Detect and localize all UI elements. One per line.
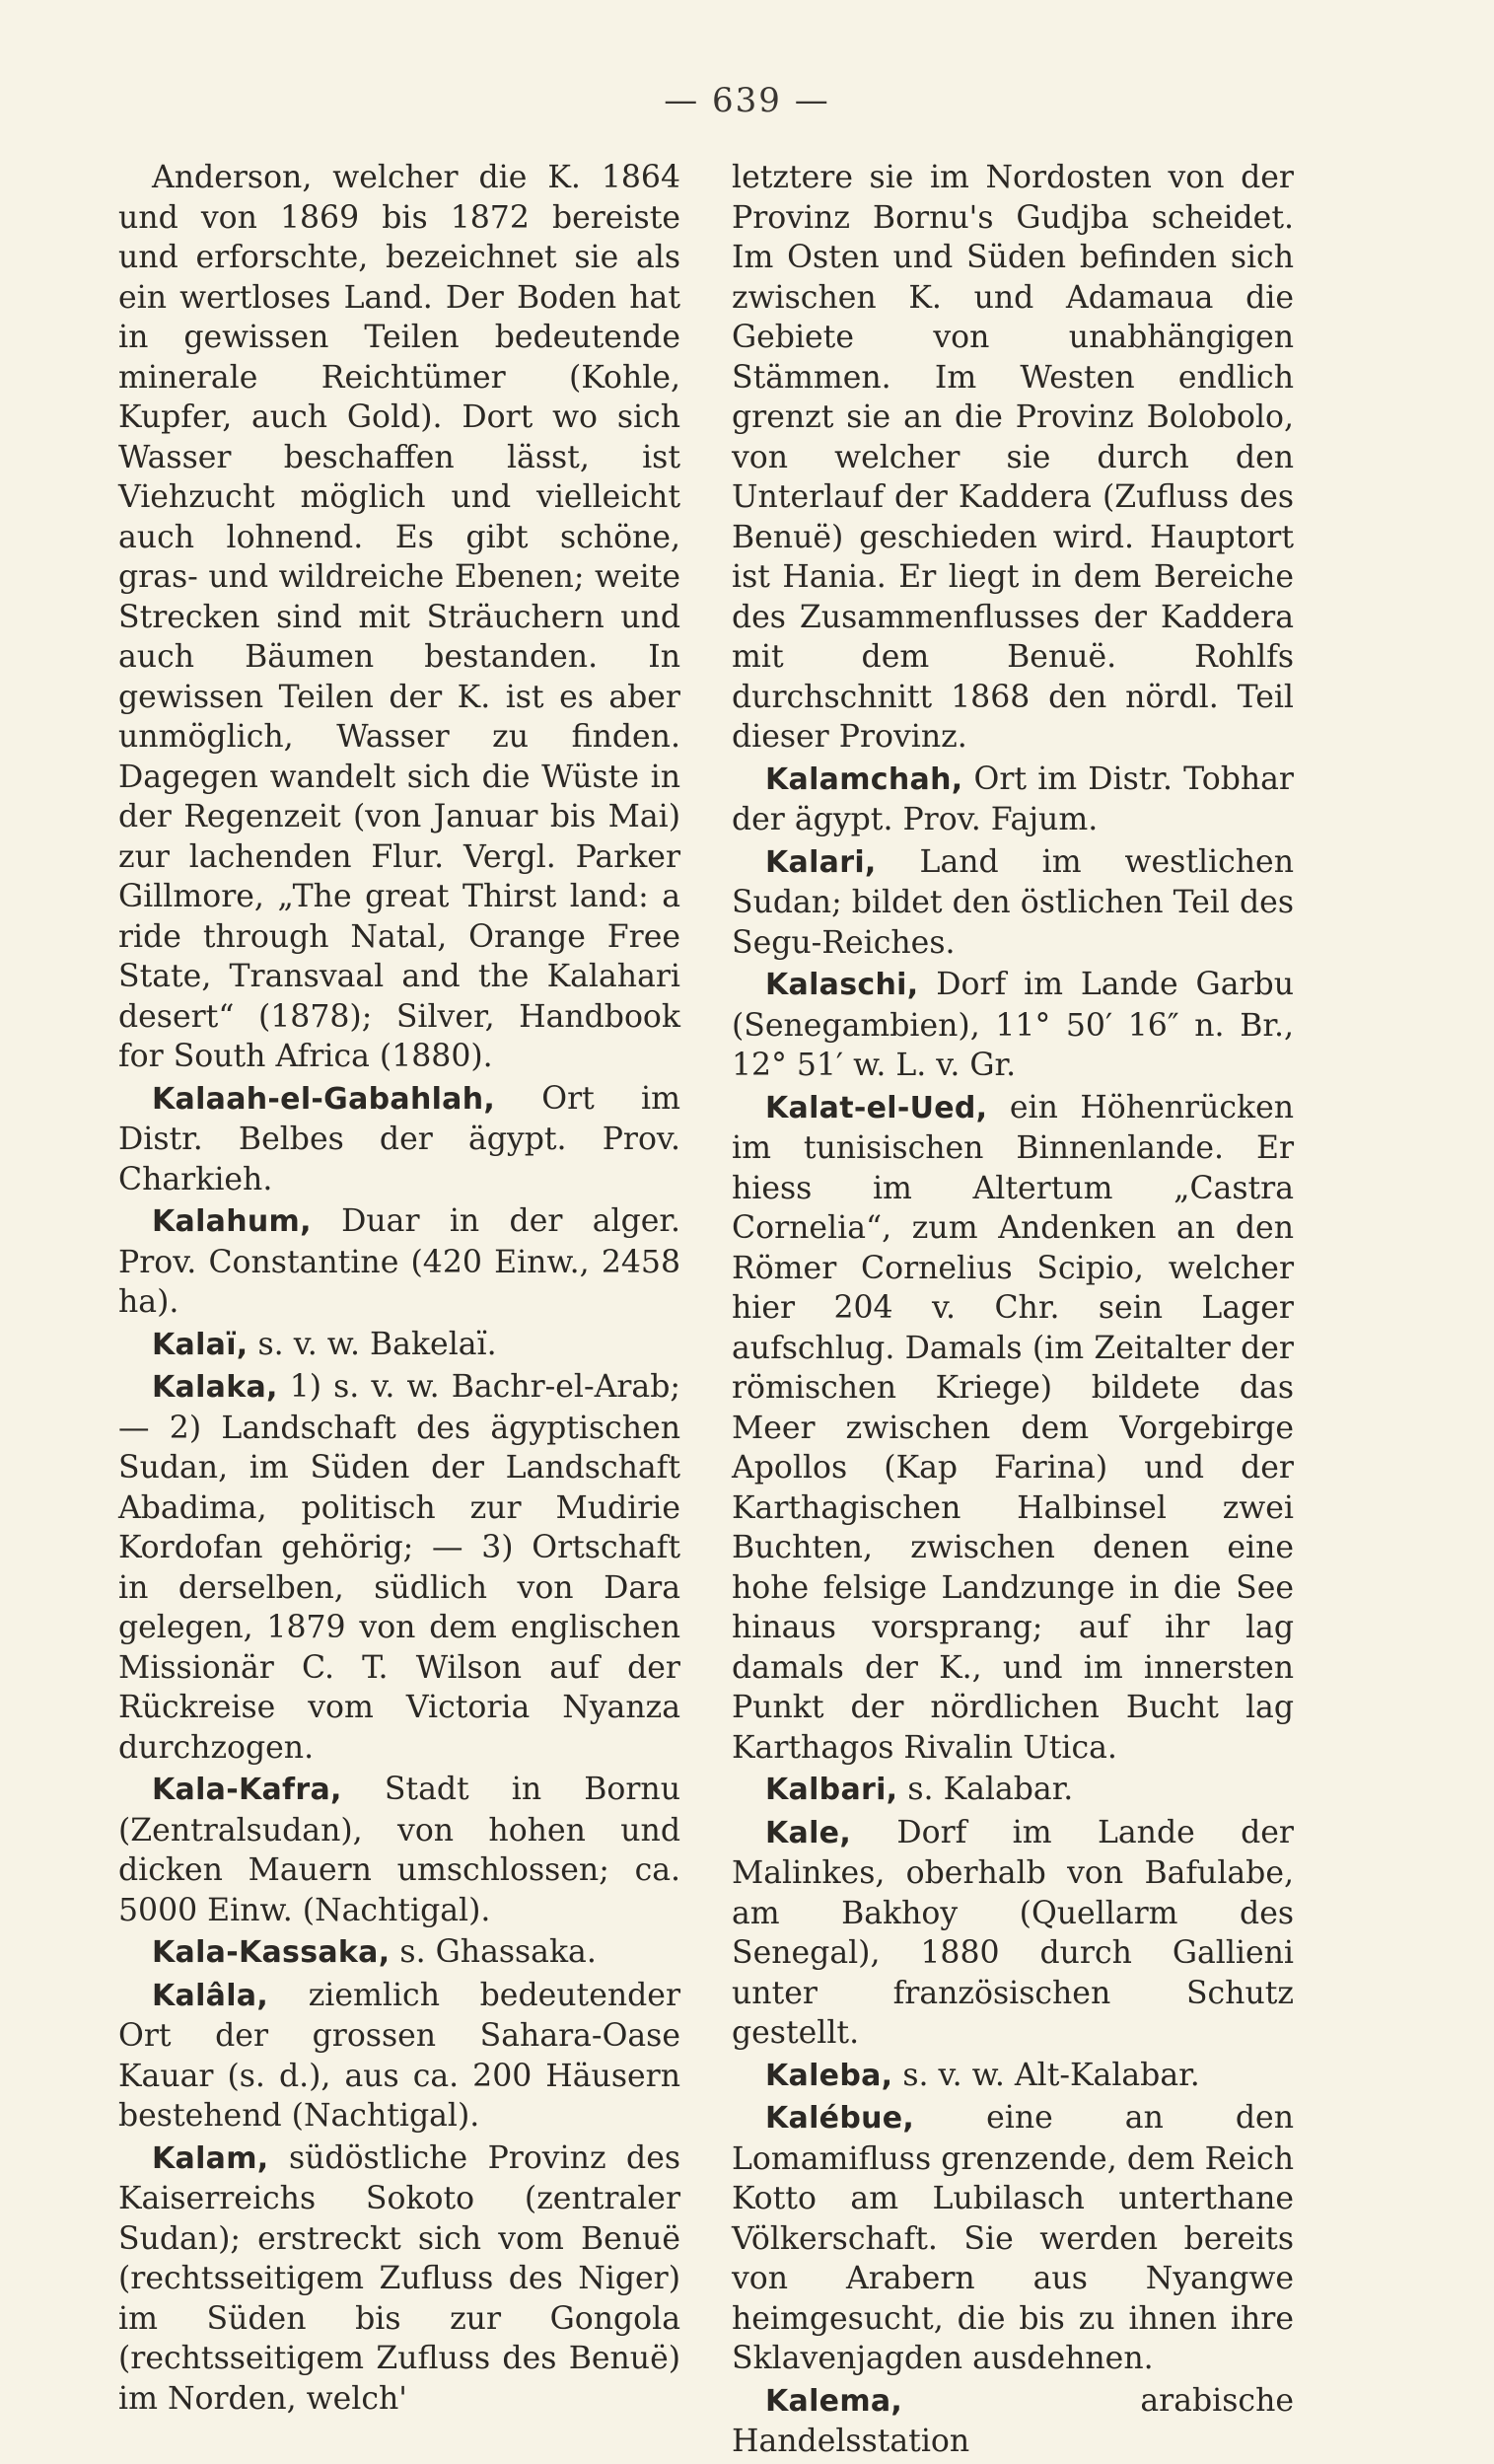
entry-lemma: Kalamchah, <box>765 761 963 797</box>
entry-text: Ort im Distr. Tobhar der ägypt. Prov. Fajum. <box>732 761 1294 837</box>
entry-lemma: Kalat-el-Ued, <box>765 1090 988 1125</box>
entry-lemma: Kalaah-el-Gabahlah, <box>152 1081 496 1117</box>
entry-text: arabische Handelsstation <box>732 2382 1294 2459</box>
entry-text: s. v. w. Bakelaï. <box>248 1326 497 1362</box>
entry-lemma: Kalbari, <box>765 1773 898 1807</box>
entry-kalala <box>118 1976 680 2137</box>
entry-text: s. Kalabar. <box>897 1772 1074 1807</box>
entry-text: Land im westlichen Sudan; bildet den östlichen Teil des Segu-Reiches. <box>732 843 1294 961</box>
entry-lemma: Kala-Kassaka, <box>152 1935 391 1970</box>
entry-anderson-continuation <box>118 158 680 1077</box>
entry-text: Ort im Distr. Belbes der ägypt. Prov. Charkieh. <box>118 1080 680 1197</box>
entry-text: Anderson, welcher die K. 1864 und von 1869 bis 1872 bereiste und erforschte, bezeichnet sie als ein wertloses Land. Der Boden hat in gewissen Teilen bedeutende minerale Reichtümer (Kohle, Kupfer, auch Gold). Dort wo sich Wasser beschaffen lässt, ist Viehzucht möglich und vielleicht auch lohnend. Es gibt schöne, gras- und wildreiche Ebenen; weite Strecken sind mit Sträuchern und auch Bäumen bestanden. In gewissen Teilen der K. ist es aber unmöglich, Wasser zu finden. Dagegen wandelt sich die Wüste in der Regenzeit (von Januar bis Mai) zur lachenden Flur. Vergl. Parker Gillmore, „The great Thirst land: a ride through Natal, Orange Free State, Transvaal and the Kalahari desert“ (1878); Silver, Handbook for South Africa (1880). <box>118 160 680 1074</box>
entry-lemma: Kaleba, <box>765 2058 893 2093</box>
entry-kalari <box>732 842 1294 964</box>
entry-text: letztere sie im Nordosten von der Provinz Bornu's Gudjba scheidet. Im Osten und Süden befinden sich zwischen K. und Adamaua die Gebiete von unabhängigen Stämmen. Im Westen endlich grenzt sie an die Provinz Bolobolo, von welcher sie durch den Unterlauf der Kaddera (Zufluss des Benuë) geschieden wird. Hauptort ist Hania. Er liegt in dem Bereiche des Zusammenflusses der Kaddera mit dem Benuë. Rohlfs durchschnitt 1868 den nördl. Teil dieser Provinz. <box>732 160 1294 755</box>
entry-lemma: Kale, <box>765 1815 852 1850</box>
entry-kala-kassaka <box>118 1932 680 1974</box>
entry-kalema <box>732 2381 1294 2462</box>
entry-kalamchah <box>732 760 1294 840</box>
entry-text: Dorf im Lande der Malinkes, oberhalb von Bafulabe, am Bakhoy (Quellarm des Senegal), 1880 durch Gallieni unter französischen Schutz gestellt. <box>732 1814 1294 2051</box>
entry-kalam-continuation <box>732 158 1294 758</box>
entry-kalat-el-ued <box>732 1088 1294 1769</box>
entry-text: Duar in der alger. Prov. Constantine (420 Einw., 2458 ha). <box>118 1203 680 1320</box>
entry-kale <box>732 1813 1294 2054</box>
entry-kalaschi <box>732 965 1294 1086</box>
page-number: — 639 — <box>664 81 830 120</box>
entry-kalahum <box>118 1201 680 1323</box>
entry-lemma: Kalaka, <box>152 1370 278 1405</box>
entry-lemma: Kalébue, <box>765 2101 915 2136</box>
entry-kalbari <box>732 1770 1294 1811</box>
entry-text: Stadt in Bornu (Zentralsudan), von hohen und dicken Mauern umschlossen; ca. 5000 Einw. (Nachtigal). <box>118 1772 680 1928</box>
entry-kalaka <box>118 1367 680 1768</box>
entry-lemma: Kalâla, <box>152 1978 269 2013</box>
entry-lemma: Kalema, <box>765 2383 903 2419</box>
entry-lemma: Kalam, <box>152 2140 269 2176</box>
entry-text: ein Höhenrücken im tunisischen Binnenlande. Er hiess im Altertum „Castra Cornelia“, zum Andenken an den Römer Cornelius Scipio, welcher hier 204 v. Chr. sein Lager aufschlug. Damals (im Zeitalter der römischen Kriege) bildete das Meer zwischen dem Vorgebirge Apollos (Kap Farina) und der Karthagischen Halbinsel zwei Buchten, zwischen denen eine hohe felsige Landzunge in die See hinaus vorsprang; auf ihr lag damals der K., und im innersten Punkt der nördlichen Bucht lag Karthagos Rivalin Utica. <box>732 1089 1294 1766</box>
entry-text: ziemlich bedeutender Ort der grossen Sahara-Oase Kauar (s. d.), aus ca. 200 Häusern bestehend (Nachtigal). <box>118 1977 680 2134</box>
left-column <box>118 158 680 2421</box>
entry-kalam <box>118 2138 680 2420</box>
entry-kaleba <box>732 2056 1294 2097</box>
entry-kalai <box>118 1325 680 1366</box>
entry-text: 1) s. v. w. Bachr-el-Arab; — 2) Landschaft des ägyptischen Sudan, im Süden der Landschaft Abadima, politisch zur Mudirie Kordofan gehörig; — 3) Ortschaft in derselben, südlich von Dara gelegen, 1879 von dem englischen Missionär C. T. Wilson auf der Rückreise vom Victoria Nyanza durchzogen. <box>118 1369 680 1766</box>
entry-text: s. v. w. Alt-Kalabar. <box>892 2057 1200 2093</box>
entry-lemma: Kala-Kafra, <box>152 1773 342 1807</box>
entry-kala-kafra <box>118 1770 680 1930</box>
entry-lemma: Kalahum, <box>152 1204 312 1239</box>
entry-lemma: Kalari, <box>765 844 877 880</box>
right-column <box>732 158 1294 2464</box>
entry-text: südöstliche Provinz des Kaiserreichs Sokoto (zentraler Sudan); erstreckt sich vom Benuë (rechtsseitigem Zufluss des Niger) im Süden bis zur Gongola (rechtsseitigem Zufluss des Benuë) im Norden, welch' <box>118 2139 680 2417</box>
entry-text: s. Ghassaka. <box>390 1934 597 1970</box>
entry-kalebue <box>732 2098 1294 2379</box>
entry-lemma: Kalaschi, <box>765 968 919 1002</box>
entry-text: eine an den Lomamifluss grenzende, dem Reich Kotto am Lubilasch unterthane Völkerschaft. Sie werden bereits von Arabern aus Nyangwe heimgesucht, die bis zu ihnen ihre Sklavenjagden ausdehnen. <box>732 2100 1294 2376</box>
entry-kalaah-el-gabahlah <box>118 1079 680 1200</box>
entry-lemma: Kalaï, <box>152 1327 249 1362</box>
entry-text: Dorf im Lande Garbu (Senegambien), 11° 50′ 16″ n. Br., 12° 51′ w. L. v. Gr. <box>732 967 1294 1083</box>
